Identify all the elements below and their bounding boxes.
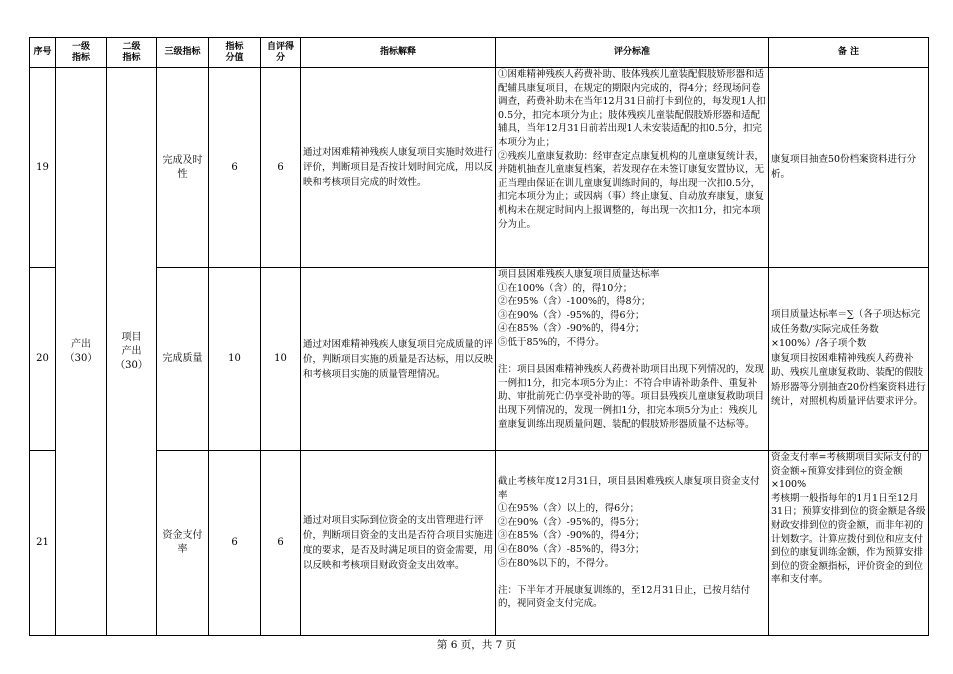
score-cell: 6 bbox=[209, 451, 261, 636]
self-score-cell: 6 bbox=[261, 451, 301, 636]
standard-cell: 项目县困难残疾人康复项目质量达标率 ①在100%（含）的，得10分； ②在95%（含）-100%的，得8分； ③在90%（含）-95%的，得6分； ④在85%（含）-90%的，得4分； ⑤低于85%的，不得分。 注：项目县困难精神残疾人药费补助项目出现下列情况的，发现一例扣1分，扣完本项5分为止：不符合申请补助条件、重复补助、审批前死亡仍享受补助的等。项目县残疾儿童康复救助项目出现下列情况的，发现一例扣1分，扣完本项5分为止：残疾儿童康复训练出现质量问题、装配的假肢矫形器质量不达标等。 bbox=[496, 268, 769, 451]
explanation-cell: 通过对困难精神残疾人康复项目实施时效进行评价，判断项目是否按计划时间完成，用以反映和考核项目完成的时效性。 bbox=[301, 68, 496, 268]
level2-cell: 项目 产出 （30） bbox=[107, 68, 157, 636]
header-level3: 三级指标 bbox=[157, 38, 209, 68]
table-row bbox=[30, 451, 929, 636]
header-standard: 评分标准 bbox=[496, 38, 769, 68]
header-explanation: 指标解释 bbox=[301, 38, 496, 68]
level3-cell: 完成质量 bbox=[157, 268, 209, 451]
header-row bbox=[30, 38, 929, 68]
row-no: 19 bbox=[30, 68, 56, 268]
table-row bbox=[30, 68, 929, 268]
header-score: 指标 分值 bbox=[209, 38, 261, 68]
table-row bbox=[30, 268, 929, 451]
header-level1: 一级 指标 bbox=[56, 38, 107, 68]
page-footer: 第 6 页，共 7 页 bbox=[436, 639, 517, 651]
self-score-cell: 6 bbox=[261, 68, 301, 268]
note-cell: 资金支付率=考核期项目实际支付的资金额÷预算安排到位的资金额×100% 考核期一般指每年的1月1日至12月31日；预算安排到位的资金额是各级财政安排到位的资金额，而非年初的计划数字。计算应拨付到位和应支付到位的康复训练金额，作为预算安排到位的资金额指标，评价资金的到位率和支付率。 bbox=[769, 451, 929, 636]
explanation-cell: 通过对困难精神残疾人康复项目完成质量的评价，判断项目实施的质量是否达标，用以反映和考核项目实施的质量管理情况。 bbox=[301, 268, 496, 451]
row-no: 21 bbox=[30, 451, 56, 636]
indicator-table bbox=[29, 37, 929, 636]
level1-cell: 产出 （30） bbox=[56, 68, 107, 636]
standard-cell: 截止考核年度12月31日，项目县困难残疾人康复项目资金支付率 ①在95%（含）以上的，得6分； ②在90%（含）-95%的，得5分； ③在85%（含）-90%的，得4分； ④在80%（含）-85%的，得3分； ⑤在80%以下的，不得分。 注：下半年才开展康复训练的，至12月31日止，已按月结付的，视同资金支付完成。 bbox=[496, 451, 769, 636]
standard-cell: ①困难精神残疾人药费补助、肢体残疾儿童装配假肢矫形器和适配辅具康复项目，在规定的期限内完成的，得4分；经现场问卷调查，药费补助未在当年12月31日前打卡到位的，每发现1人扣0.5分，扣完本项分为止；肢体残疾儿童装配假肢矫形器和适配辅具，当年12月31日前若出现1人未安装适配的扣0.5分，扣完本项分为止； ②残疾儿童康复救助：经审查定点康复机构的儿童康复统计表，并随机抽查儿童康复档案，若发现存在未签订康复安置协议，无正当理由保证在训儿童康复训练时间的，每出现一次扣0.5分，扣完本项分为止；或因病（事）终止康复、自动放弃康复，康复机构未在规定时间内上报调整的，每出现一次扣1分，扣完本项分为止。 bbox=[496, 68, 769, 268]
level3-cell: 完成及时 性 bbox=[157, 68, 209, 268]
level3-cell: 资金支付 率 bbox=[157, 451, 209, 636]
note-cell: 康复项目抽查50份档案资料进行分析。 bbox=[769, 68, 929, 268]
header-note: 备 注 bbox=[769, 38, 929, 68]
header-no: 序号 bbox=[30, 38, 56, 68]
score-cell: 6 bbox=[209, 68, 261, 268]
self-score-cell: 10 bbox=[261, 268, 301, 451]
explanation-cell: 通过对项目实际到位资金的支出管理进行评价，判断项目资金的支出是否符合项目实施进度的要求，是否及时满足项目的资金需要，用以反映和考核项目财政资金支出效率。 bbox=[301, 451, 496, 636]
row-no: 20 bbox=[30, 268, 56, 451]
header-self-score: 自评得 分 bbox=[261, 38, 301, 68]
header-level2: 二级 指标 bbox=[107, 38, 157, 68]
note-cell: 项目质量达标率＝∑（各子项达标完成任务数/实际完成任务数×100%）/各子项个数 康复项目按困难精神残疾人药费补助、残疾儿童康复救助、装配的假肢矫形器等分别抽查20份档案资料进行统计，对照机构质量评估要求评分。 bbox=[769, 268, 929, 451]
score-cell: 10 bbox=[209, 268, 261, 451]
